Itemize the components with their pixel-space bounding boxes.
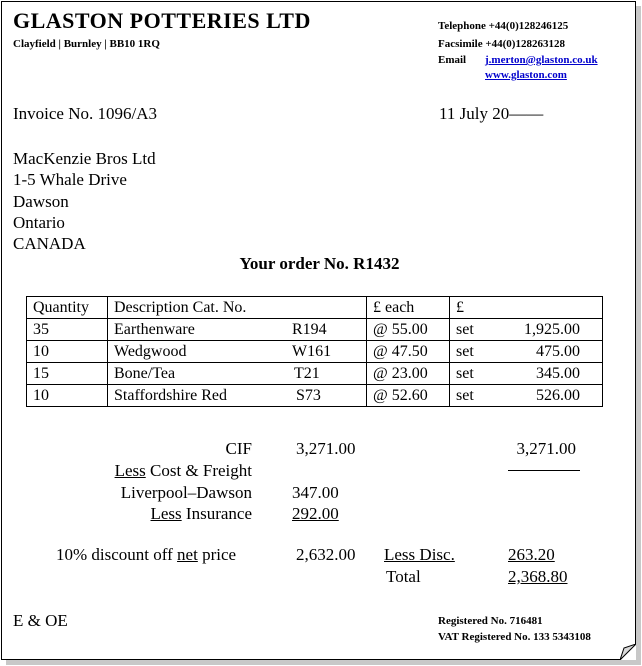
- invoice-page: [1, 1, 636, 660]
- page-fold-icon: [620, 644, 636, 660]
- qty-cell: 10: [27, 385, 108, 407]
- net-word: net: [177, 545, 198, 564]
- table-row: [27, 363, 603, 385]
- line-total: 345.00: [536, 364, 580, 382]
- discount-label: [56, 545, 236, 565]
- less-cost-label: [62, 461, 252, 481]
- each-cell: @ 55.00: [367, 319, 450, 341]
- cif-value: 3,271.00: [296, 439, 356, 458]
- less-disc-value: 263.20: [508, 545, 555, 564]
- total-cell: [450, 363, 603, 385]
- column-header: Description Cat. No.: [108, 297, 367, 319]
- less-word: Less: [114, 461, 146, 480]
- less-cost-text: Cost & Freight: [145, 461, 252, 480]
- total-value: 2,368.80: [508, 567, 568, 586]
- table-row: [27, 319, 603, 341]
- each-cell: @ 23.00: [367, 363, 450, 385]
- desc-cell: [108, 341, 367, 363]
- cif-total: 3,271.00: [516, 439, 576, 458]
- customer-line: CANADA: [13, 234, 86, 253]
- route-label: Liverpool–Dawson: [120, 483, 252, 502]
- cat-no: T21: [294, 364, 320, 382]
- cif-label: CIF: [225, 439, 252, 458]
- items-table: [26, 296, 603, 407]
- company-address: Clayfield | Burnley | BB10 1RQ: [13, 38, 160, 50]
- total-label: Total: [386, 567, 421, 586]
- order-reference: Your order No. R1432: [239, 254, 400, 273]
- line-total: 526.00: [536, 386, 580, 404]
- desc-text: Earthenware: [114, 320, 195, 338]
- total-cell: [450, 319, 603, 341]
- facsimile: Facsimile +44(0)128263128: [438, 38, 565, 50]
- cat-no: R194: [292, 320, 327, 338]
- website-link[interactable]: www.glaston.com: [485, 69, 567, 81]
- desc-text: Staffordshire Red: [114, 386, 228, 404]
- less-insurance-label: [62, 504, 252, 524]
- customer-line: Ontario: [13, 213, 65, 232]
- eoe-text: E & OE: [13, 611, 68, 630]
- line-total: 1,925.00: [524, 320, 580, 338]
- cat-no: W161: [292, 342, 332, 360]
- discount-pre: 10% discount off: [56, 545, 178, 564]
- each-cell: @ 47.50: [367, 341, 450, 363]
- email-link[interactable]: j.merton@glaston.co.uk: [485, 54, 598, 66]
- cat-no: S73: [296, 386, 321, 404]
- subtotal-rule: [508, 470, 580, 471]
- email-label: Email: [438, 54, 467, 66]
- invoice-number: Invoice No. 1096/A3: [13, 104, 158, 123]
- customer-line: Dawson: [13, 192, 69, 211]
- each-cell: @ 52.60: [367, 385, 450, 407]
- registered-number: Registered No. 716481: [438, 615, 543, 627]
- telephone: Telephone +44(0)128246125: [438, 20, 569, 32]
- company-name: GLASTON POTTERIES LTD: [13, 8, 311, 33]
- total-cell: [450, 341, 603, 363]
- column-header: £: [450, 297, 603, 319]
- desc-cell: [108, 363, 367, 385]
- desc-text: Bone/Tea: [114, 364, 176, 382]
- table-row: [27, 341, 603, 363]
- customer-line: 1-5 Whale Drive: [13, 170, 127, 189]
- customer-line: MacKenzie Bros Ltd: [13, 149, 156, 168]
- unit-text: set: [456, 386, 474, 404]
- freight-value: 347.00: [292, 483, 339, 502]
- insurance-value: 292.00: [292, 504, 339, 523]
- unit-text: set: [456, 320, 474, 338]
- less-disc-label: Less Disc.: [384, 545, 455, 564]
- table-header-row: [27, 297, 603, 319]
- discount-post: price: [197, 545, 237, 564]
- desc-text: Wedgwood: [114, 342, 187, 360]
- less-insurance-text: Insurance: [181, 504, 252, 523]
- less-word: Less: [150, 504, 182, 523]
- unit-text: set: [456, 364, 474, 382]
- qty-cell: 15: [27, 363, 108, 385]
- invoice-date: 11 July 20——: [439, 104, 544, 123]
- vat-number: VAT Registered No. 133 5343108: [438, 631, 591, 643]
- qty-cell: 10: [27, 341, 108, 363]
- qty-cell: 35: [27, 319, 108, 341]
- line-total: 475.00: [536, 342, 580, 360]
- column-header: £ each: [367, 297, 450, 319]
- column-header: Quantity: [27, 297, 108, 319]
- desc-cell: [108, 385, 367, 407]
- table-row: [27, 385, 603, 407]
- total-cell: [450, 385, 603, 407]
- net-value: 2,632.00: [296, 545, 356, 564]
- desc-cell: [108, 319, 367, 341]
- unit-text: set: [456, 342, 474, 360]
